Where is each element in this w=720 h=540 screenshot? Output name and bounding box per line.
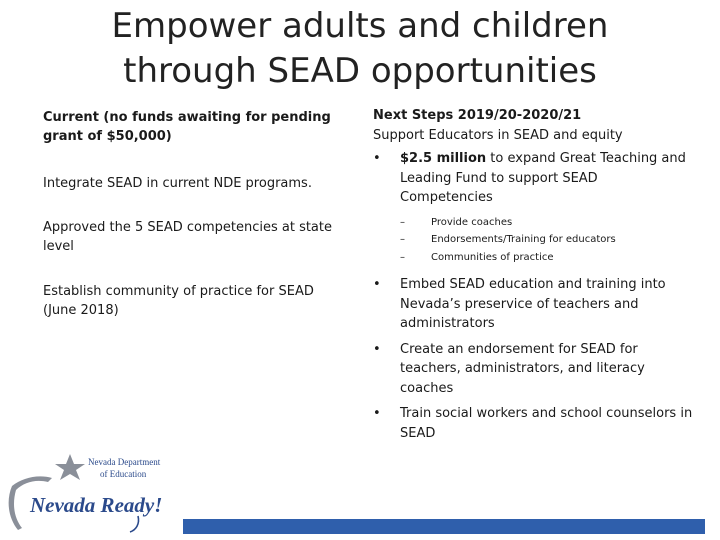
- bullet-marker: •: [373, 406, 381, 421]
- current-item-approved: Approved the 5 SEAD competencies at state level: [43, 220, 332, 254]
- current-heading: Current (no funds awaiting for pending grant of $50,000): [43, 110, 331, 144]
- funding-sub-list: [400, 214, 693, 267]
- list-item: [373, 149, 693, 266]
- sub-list-item: [400, 214, 693, 232]
- list-item: [373, 404, 693, 443]
- bullet-marker: •: [373, 341, 381, 357]
- list-item: [373, 340, 693, 399]
- current-item-integrate: Integrate SEAD in current NDE programs.: [43, 176, 312, 191]
- list-item-text: Train social workers and school counselors in SEAD: [400, 406, 693, 441]
- title-line-1: Empower adults and children: [111, 6, 609, 46]
- dash-marker: –: [400, 216, 405, 228]
- star-icon: [55, 454, 85, 480]
- dash-marker: –: [400, 251, 405, 263]
- logo-script: Nevada Ready!: [30, 493, 163, 517]
- next-steps-column: [373, 106, 693, 449]
- dash-marker: –: [400, 234, 405, 245]
- list-item: [373, 275, 693, 334]
- logo-tail: [130, 516, 139, 532]
- logo-graphic: [8, 452, 178, 534]
- sub-item-text: Communities of practice: [431, 251, 554, 263]
- logo-org-line-2: of Education: [100, 469, 147, 479]
- list-item-text: Embed SEAD education and training into Nevada’s preservice of teachers and administrators: [400, 277, 666, 331]
- current-item-community: Establish community of practice for SEAD (June 2018): [43, 284, 314, 318]
- list-item-text: Create an endorsement for SEAD for teachers, administrators, and literacy coaches: [400, 341, 645, 396]
- bullet-marker: •: [373, 277, 381, 292]
- footer-bar: [183, 519, 705, 534]
- sub-item-text: Provide coaches: [431, 216, 513, 228]
- next-steps-heading: Next Steps 2019/20-2020/21: [373, 108, 582, 123]
- nevada-education-logo: [8, 452, 178, 534]
- title-line-2: through SEAD opportunities: [123, 51, 597, 91]
- next-steps-subheading: Support Educators in SEAD and equity: [373, 127, 623, 143]
- sub-list-item: [400, 231, 693, 249]
- funding-description: to expand Great Teaching and Leading Fund to support SEAD Competencies: [400, 151, 686, 205]
- sub-item-text: Endorsements/Training for educators: [431, 234, 616, 245]
- funding-amount: $2.5 million: [400, 151, 487, 166]
- logo-org-line-1: Nevada Department: [88, 457, 161, 467]
- bullet-marker: •: [373, 151, 381, 166]
- next-steps-list: [373, 149, 693, 443]
- sub-list-item: [400, 249, 693, 267]
- slide-title: [40, 4, 680, 94]
